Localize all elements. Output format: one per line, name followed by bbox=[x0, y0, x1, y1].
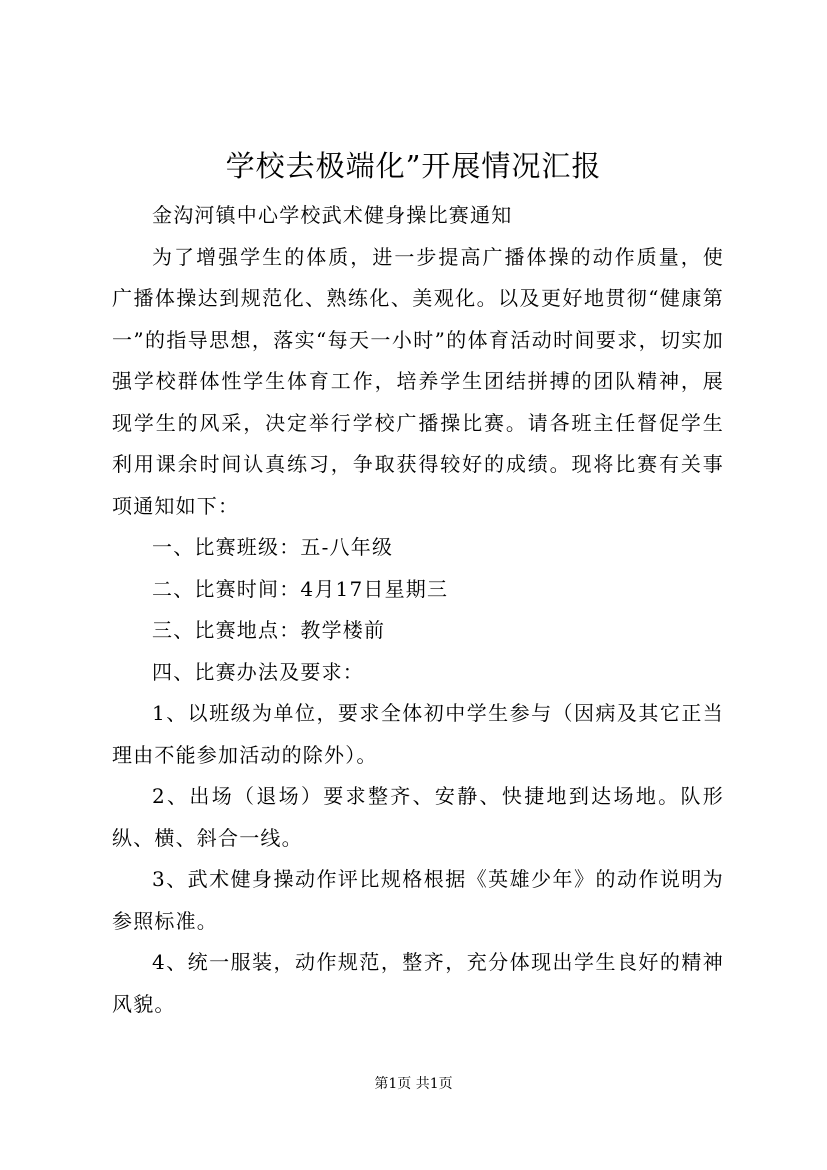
rule-2: 2、出场（退场）要求整齐、安静、快捷地到达场地。队形纵、横、斜合一线。 bbox=[112, 784, 724, 850]
rule-1: 1、以班级为单位，要求全体初中学生参与（因病及其它正当理由不能参加活动的除外）。 bbox=[112, 701, 724, 767]
intro-paragraph: 为了增强学生的体质，进一步提高广播体操的动作质量，使广播体操达到规范化、熟练化、美观化。以及更好地贯彻“健康第一”的指导思想，落实“每天一小时”的体育活动时间要求，切实加强学校群体性学生体育工作，培养学生团结拼搏的团队精神，展现学生的风采，决定举行学校广播操比赛。请各班主任督促学生利用课余时间认真练习，争取获得较好的成绩。现将比赛有关事项通知如下： bbox=[112, 244, 724, 518]
item-location: 三、比赛地点：教学楼前 bbox=[152, 618, 386, 642]
document-title: 学校去极端化”开展情况汇报 bbox=[225, 149, 602, 183]
item-classes: 一、比赛班级：五-八年级 bbox=[152, 535, 394, 559]
rule-4: 4、统一服装，动作规范，整齐，充分体现出学生良好的精神风貌。 bbox=[112, 950, 724, 1016]
document-body bbox=[112, 195, 724, 1025]
item-time: 二、比赛时间：4月17日星期三 bbox=[152, 576, 449, 601]
item-rules-heading: 四、比赛办法及要求： bbox=[152, 659, 364, 684]
page-footer: 第1页 共1页 bbox=[374, 1076, 453, 1092]
notice-heading: 金沟河镇中心学校武术健身操比赛通知 bbox=[152, 203, 513, 227]
rule-3: 3、武术健身操动作评比规格根据《英雄少年》的动作说明为参照标准。 bbox=[112, 867, 724, 933]
